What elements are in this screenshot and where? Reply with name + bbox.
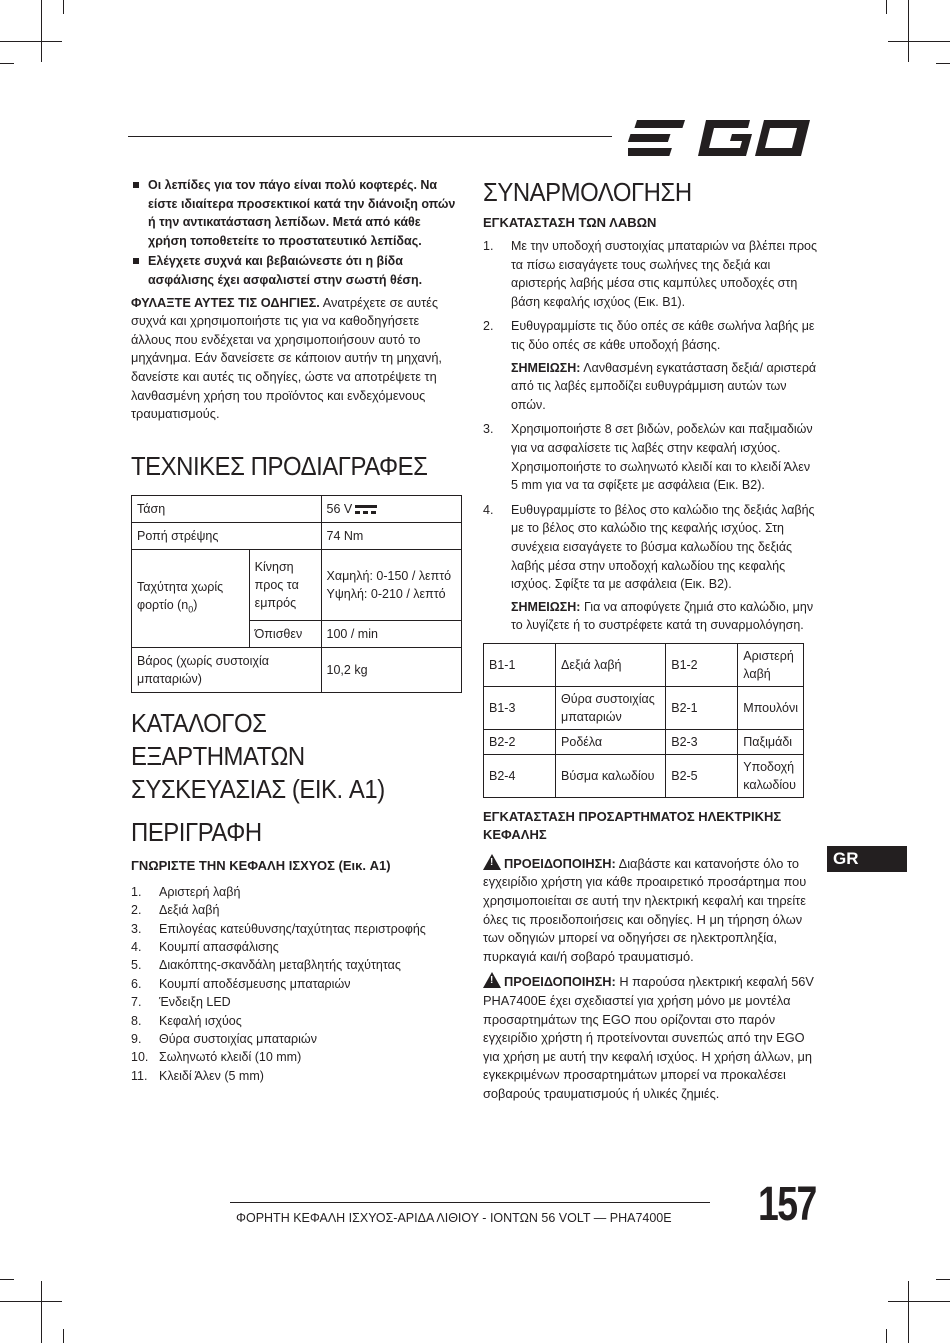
save-instructions <box>131 294 462 424</box>
crop-mark <box>41 0 42 62</box>
list-item: 9. Θύρα συστοιχίας μπαταριών <box>131 1031 317 1046</box>
list-item: 2. Ευθυγραμμίστε τις δύο οπές σε κάθε σωλήνα λαβής με τις δύο οπές σε κάθε υποδοχή βάσης. ΣΗΜΕΙΩΣΗ: Λανθασμένη εγκατάσταση δεξιά/ αριστερά από τις λαβές εμποδίζει ευθυγράμμιση αυτών των οπών. <box>483 317 819 414</box>
crop-mark <box>0 1279 14 1280</box>
forward-low: Χαμηλή: 0-150 / λεπτό <box>326 568 452 583</box>
bullet-item <box>131 252 462 289</box>
crop-mark <box>888 41 950 42</box>
crop-mark <box>936 1279 950 1280</box>
weight-label: Βάρος (χωρίς συστοιχία μπαταριών) <box>132 647 322 692</box>
crop-mark <box>0 63 14 64</box>
crop-mark <box>0 41 62 42</box>
bullet-square-icon <box>133 258 139 264</box>
header-rule <box>128 136 612 137</box>
know-title: ΓΝΩΡΙΣΤΕ ΤΗΝ ΚΕΦΑΛΗ ΙΣΧΥΟΣ (Εικ. A1) <box>131 857 391 873</box>
language-tab: GR <box>827 846 907 872</box>
warning-1 <box>483 854 819 967</box>
handles-title: ΕΓΚΑΤΑΣΤΑΣΗ ΤΩΝ ΛΑΒΩΝ <box>483 215 657 230</box>
speed-label-end: ) <box>193 597 198 612</box>
voltage-cell <box>321 495 461 522</box>
footer-text: ΦΟΡΗΤΗ ΚΕΦΑΛΗ ΙΣΧΥΟΣ-ΑΡΙΔΑ ΛΙΘΙΟΥ - ΙΟΝΤΩΝ 56 VOLT — PHA7400E <box>236 1211 672 1225</box>
attach-title: ΕΓΚΑΤΑΣΤΑΣΗ ΠΡΟΣΑΡΤΗΜΑΤΟΣ ΗΛΕΚΤΡΙΚΗΣ ΚΕΦΑΛΗΣ <box>483 808 782 842</box>
bullet-text: Ελέγχετε συχνά και βεβαιώνεστε ότι η βίδα ασφάλισης έχει ασφαλιστεί στην σωστή θέση. <box>148 254 423 287</box>
list-item: 1. Με την υποδοχή συστοιχίας μπαταριών να βλέπει προς τα πίσω εισαγάγετε τους σωλήνες της δεξιά και αριστερής λαβής μέσα στις καμπύλες υποδοχές στη βάση κεφαλής ισχύος (Εικ. B1). <box>483 239 818 309</box>
save-text: Ανατρέχετε σε αυτές συχνά και χρησιμοποιήστε τις για να καθοδηγήσετε άλλους που ενδέχεται να χρησιμοποιήσουν αυτό το μηχάνημα. Εάν δανείσετε σε κάποιον αυτήν τη μηχανή, δανείστε και αυτές τις οδηγίες, ώστε να αποτρέψετε τη λανθασμένη χρήση του προϊόντος και ενδεχόμενους τραυματισμούς. <box>131 294 442 422</box>
assembly-steps <box>483 237 819 635</box>
speed-sub: 0 <box>188 604 194 615</box>
left-column <box>131 176 462 1085</box>
description-title: ΠΕΡΙΓΡΑΦΗ <box>131 816 262 847</box>
list-item: 3. Επιλογέας κατεύθυνσης/ταχύτητας περιστροφής <box>131 921 426 936</box>
table-row: B1-1 Δεξιά λαβή B1-2 Αριστερή λαβή <box>484 643 804 686</box>
table-row <box>132 495 462 522</box>
crop-mark <box>908 1281 909 1343</box>
warning-icon: ! <box>483 972 501 988</box>
table-row: B2-2 Ροδέλα B2-3 Παξιμάδι <box>484 729 804 754</box>
crop-mark <box>886 1329 887 1343</box>
note: ΣΗΜΕΙΩΣΗ: Λανθασμένη εγκατάσταση δεξιά/ αριστερά από τις λαβές εμποδίζει ευθυγράμμιση αυτών των οπών. <box>511 360 817 412</box>
bullet-item <box>131 176 462 250</box>
voltage-label: Τάση <box>132 495 322 522</box>
torque-label: Ροπή στρέψης <box>132 522 322 549</box>
list-item: 3. Χρησιμοποιήστε 8 σετ βιδών, ροδελών και παξιμαδιών για να ασφαλίσετε τις λαβές στην κεφαλή ισχύος. Χρησιμοποιήστε το σωληνωτό κλειδί και το κλειδί Άλεν 5 mm για να τα σφίξετε με ασφάλεια (Εικ. B2). <box>483 422 813 493</box>
torque-value: 74 Nm <box>321 522 461 549</box>
table-row: B2-4 Βύσμα καλωδίου B2-5 Υποδοχή καλωδίου <box>484 754 804 797</box>
table-row: B1-3 Θύρα συστοιχίας μπαταριών B2-1 Μπουλόνι <box>484 686 804 729</box>
catalog-title-line: ΣΥΣΚΕΥΑΣΙΑΣ (ΕΙΚ. A1) <box>131 773 385 804</box>
reverse-label: Όπισθεν <box>249 620 321 647</box>
warning-text: Η παρούσα ηλεκτρική κεφαλή 56V PHA7400E έχει σχεδιαστεί για χρήση μόνο με μοντέλα προσαρτημάτων της EGO που ορίζονται στο παρόν εγχειρίδιο χρήστη ή προτείνονται συνεπώς από την EGO για χρήση με αυτή την κεφαλή ισχύος. Η χρήση άλλων, μη εγκεκριμένων προσαρτημάτων μπορεί να προκαλέσει σοβαρούς τραυματισμούς ή υλικές ζημιές. <box>483 974 814 1101</box>
note: ΣΗΜΕΙΩΣΗ: Για να αποφύγετε ζημιά στο καλώδιο, μην το λυγίζετε ή το συστρέφετε κατά τη συναρμολόγηση. <box>511 599 814 633</box>
list-item: 10. Σωληνωτό κλειδί (10 mm) <box>131 1050 302 1065</box>
crop-mark <box>886 0 887 14</box>
ego-logo <box>628 117 813 159</box>
catalog-title-line: ΕΞΑΡΤΗΜΑΤΩΝ <box>131 740 305 771</box>
catalog-title-line: ΚΑΤΑΛΟΓΟΣ <box>131 707 267 738</box>
voltage-value: 56 V <box>326 501 353 516</box>
bullet-square-icon <box>133 182 139 188</box>
crop-mark <box>936 63 950 64</box>
right-column <box>483 176 819 1104</box>
speed-label-text: Ταχύτητα χωρίς φορτίο (n <box>137 579 224 612</box>
warning-lead: ΠΡΟΕΙΔΟΠΟΙΗΣΗ: <box>504 855 616 871</box>
footer-rule <box>230 1202 710 1203</box>
list-item: 2. Δεξιά λαβή <box>131 903 220 918</box>
forward-label: Κίνηση προς τα εμπρός <box>249 549 321 620</box>
list-item: 7. Ένδειξη LED <box>131 995 231 1010</box>
bullet-text: Οι λεπίδες για τον πάγο είναι πολύ κοφτερές. Να είστε ιδιαίτερα προσεκτικοί κατά την διάνοιξη οπών ή την αντικατάσταση λεπίδων. Μετά από κάθε χρήση τοποθετείτε το προστατευτικό λεπίδας. <box>148 178 456 248</box>
speed-label <box>132 549 250 647</box>
list-item: 4. Κουμπί απασφάλισης <box>131 939 279 954</box>
warning-2 <box>483 972 819 1103</box>
crop-mark <box>0 1301 62 1302</box>
list-item: 6. Κουμπί αποδέσμευσης μπαταριών <box>131 976 351 991</box>
warning-lead: ΠΡΟΕΙΔΟΠΟΙΗΣΗ: <box>504 974 616 990</box>
list-item: 11. Κλειδί Άλεν (5 mm) <box>131 1068 264 1083</box>
crop-mark <box>63 1329 64 1343</box>
crop-mark <box>908 0 909 62</box>
save-lead: ΦΥΛΑΞΤΕ ΑΥΤΕΣ ΤΙΣ ΟΔΗΓΙΕΣ. <box>131 294 320 310</box>
table-row <box>132 549 462 620</box>
list-item: 4. Ευθυγραμμίστε το βέλος στο καλώδιο της δεξιάς λαβής με το βέλος στο καλώδιο της κεφαλής ισχύος. Στη συνέχεια εισαγάγετε το βύσμα καλωδίου της δεξιάς λαβής μέσα στην υποδοχή καλωδίου της κεφαλής ισχύος. Σφίξτε τα με ασφάλεια (Εικ. B2). ΣΗΜΕΙΩΣΗ: Για να αποφύγετε ζημιά στο καλώδιο, μην το λυγίζετε ή το συστρέφετε κατά τη συναρμολόγηση. <box>483 501 819 635</box>
weight-value: 10,2 kg <box>321 647 461 692</box>
table-row <box>132 647 462 692</box>
forward-high: Υψηλή: 0-210 / λεπτό <box>326 586 446 601</box>
list-item: 8. Κεφαλή ισχύος <box>131 1013 242 1028</box>
table-row <box>132 522 462 549</box>
warning-icon: ! <box>483 854 501 870</box>
parts-list <box>131 883 462 1085</box>
crop-mark <box>63 0 64 14</box>
catalog-title <box>131 707 462 806</box>
warning-text: Διαβάστε και κατανοήστε όλο το εγχειρίδιο χρήστη για κάθε προαιρετικό προσάρτημα που χρησιμοποιείται σε αυτή την ηλεκτρική κεφαλή και τηρείτε όλες τις προειδοποιήσεις και οδηγίες. Η μη τήρηση όλων των οδηγιών μπορεί να οδηγήσει σε ηλεκτροπληξία, πυρκαγιά και/ή σοβαρό τραυματισμό. <box>483 855 807 964</box>
specs-title: ΤΕΧΝΙΚΕΣ ΠΡΟΔΙΑΓΡΑΦΕΣ <box>131 450 428 481</box>
forward-value <box>321 549 461 620</box>
crop-mark <box>41 1281 42 1343</box>
reverse-value: 100 / min <box>321 620 461 647</box>
crop-mark <box>888 1301 950 1302</box>
list-item: 5. Διακόπτης-σκανδάλη μεταβλητής ταχύτητας <box>131 958 401 973</box>
list-item: 1. Αριστερή λαβή <box>131 884 241 899</box>
page-number: 157 <box>758 1178 816 1231</box>
dc-symbol-icon <box>355 504 377 515</box>
assembly-title: ΣΥΝΑΡΜΟΛΟΓΗΣΗ <box>483 177 692 207</box>
specs-table <box>131 495 462 693</box>
parts-table <box>483 643 804 798</box>
